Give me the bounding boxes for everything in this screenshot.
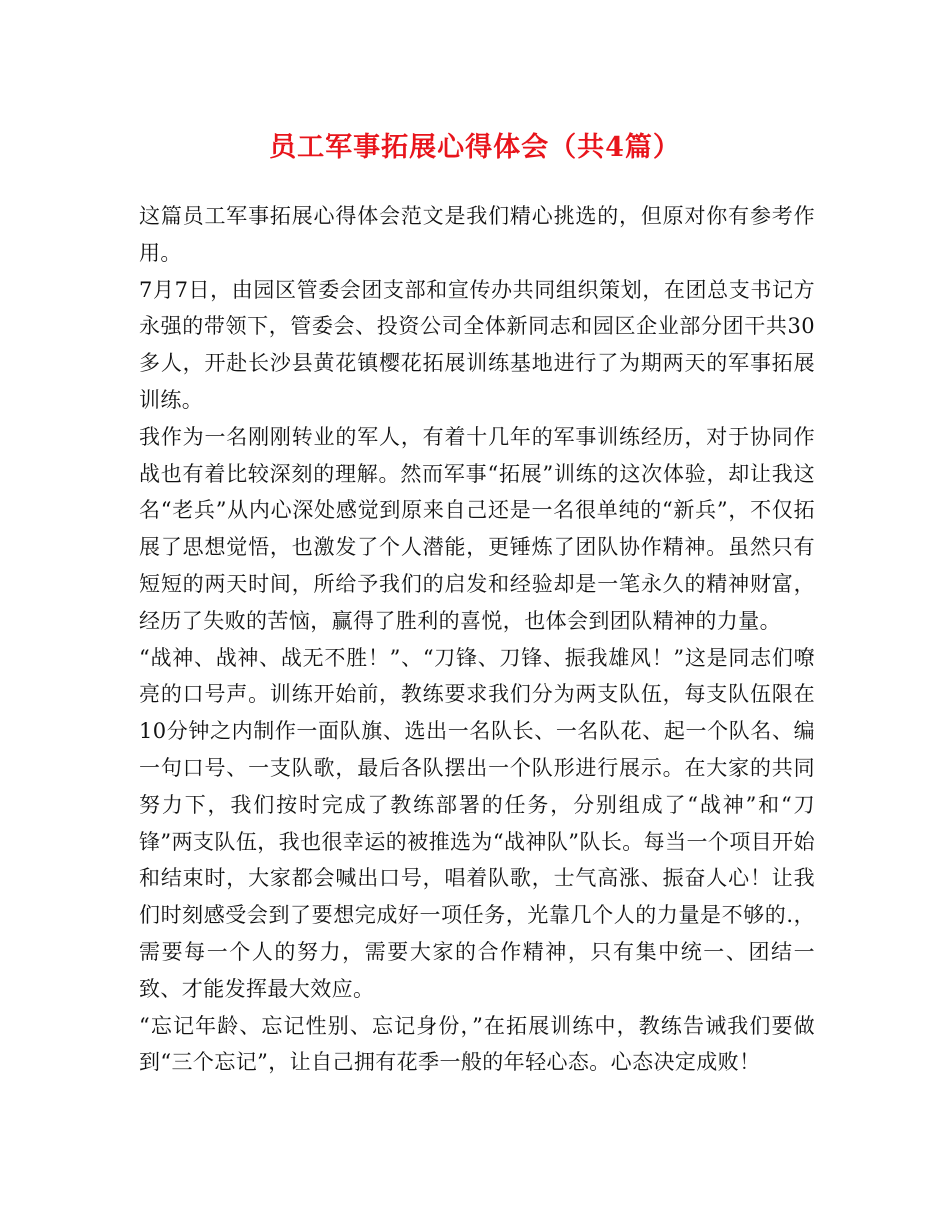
paragraph-date-event: 7月7日，由园区管委会团支部和宣传办共同组织策划，在团总支书记方永强的带领下，管委会、投资公司全体新同志和园区企业部分团干共30多人，开赴长沙县黄花镇樱花拓展训练基地进行了为期两天的军事拓展训练。 — [139, 277, 815, 412]
document-body — [139, 198, 815, 1081]
document-title: 员工军事拓展心得体会（共4篇） — [269, 132, 681, 163]
paragraph-experience: 我作为一名刚刚转业的军人，有着十几年的军事训练经历，对于协同作战也有着比较深刻的理解。然而军事“拓展”训练的这次体验，却让我这名“老兵”从内心深处感觉到原来自己还是一名很单纯的“新兵”，不仅拓展了思想觉悟，也激发了个人潜能，更锤炼了团队协作精神。虽然只有短短的两天时间，所给予我们的启发和经验却是一笔永久的精神财富，经历了失败的苦恼，赢得了胜利的喜悦，也体会到团队精神的力量。 — [139, 424, 815, 633]
paragraph-slogans: “战神、战神、战无不胜！”、“刀锋、刀锋、振我雄风！”这是同志们嘹亮的口号声。训练开始前，教练要求我们分为两支队伍，每支队伍限在10分钟之内制作一面队旗、选出一名队长、一名队花、起一个队名、编一句口号、一支队歌，最后各队摆出一个队形进行展示。在大家的共同努力下，我们按时完成了教练部署的任务，分别组成了“战神”和“刀锋”两支队伍，我也很幸运的被推选为“战神队”队长。每当一个项目开始和结束时，大家都会喊出口号，唱着队歌，士气高涨、振奋人心！让我们时刻感受会到了要想完成好一项任务，光靠几个人的力量是不够的.，需要每一个人的努力，需要大家的合作精神，只有集中统一、团结一致、才能发挥最大效应。 — [139, 645, 815, 1001]
paragraph-intro: 这篇员工军事拓展心得体会范文是我们精心挑选的，但原对你有参考作用。 — [139, 204, 815, 265]
paragraph-three-forgets: “忘记年龄、忘记性别、忘记身份，”在拓展训练中，教练告诫我们要做到“三个忘记”，让自己拥有花季一般的年轻心态。心态决定成败！ — [139, 1013, 815, 1075]
